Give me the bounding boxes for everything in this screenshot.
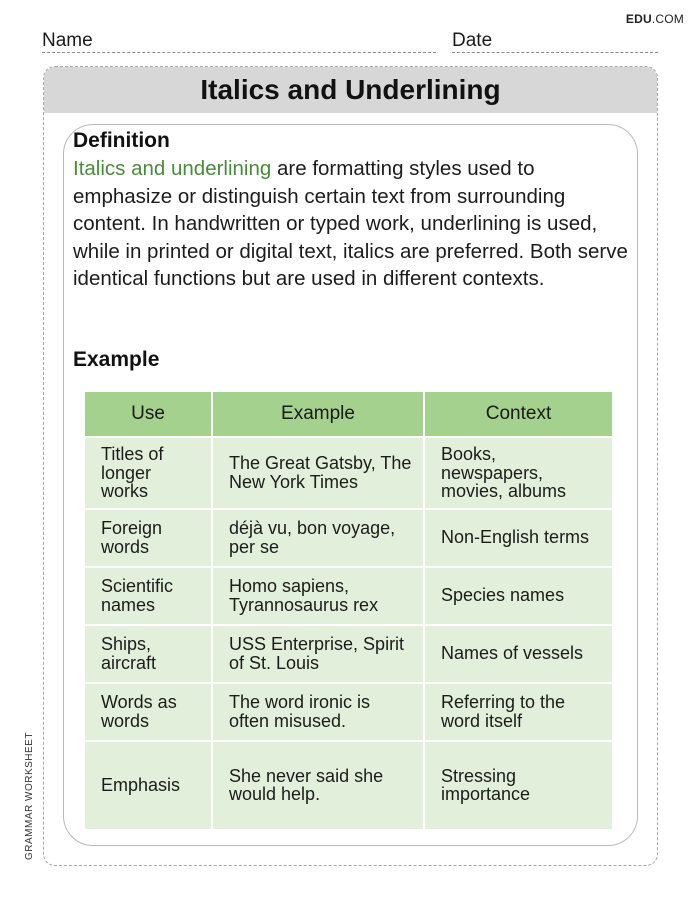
cell-use: Scientific names bbox=[85, 567, 212, 625]
date-field[interactable] bbox=[452, 30, 658, 53]
table-row bbox=[85, 437, 612, 509]
table-row bbox=[85, 567, 612, 625]
logo-suffix: .COM bbox=[651, 12, 684, 26]
table-row bbox=[85, 625, 612, 683]
cell-example: Homo sapiens, Tyrannosaurus rex bbox=[212, 567, 424, 625]
cell-example: She never said she would help. bbox=[212, 741, 424, 830]
definition-term: Italics and underlining bbox=[73, 157, 272, 180]
cell-context: Books, newspapers, movies, albums bbox=[424, 437, 612, 509]
worksheet-type-label: GRAMMAR WORKSHEET bbox=[24, 732, 35, 860]
header-use: Use bbox=[85, 392, 212, 437]
cell-example: The word ironic is often misused. bbox=[212, 683, 424, 741]
cell-use: Foreign words bbox=[85, 509, 212, 567]
definition-heading: Definition bbox=[73, 129, 170, 152]
cell-context: Referring to the word itself bbox=[424, 683, 612, 741]
cell-use: Ships, aircraft bbox=[85, 625, 212, 683]
cell-example: USS Enterprise, Spirit of St. Louis bbox=[212, 625, 424, 683]
cell-example: déjà vu, bon voyage, per se bbox=[212, 509, 424, 567]
table-row bbox=[85, 741, 612, 830]
table-row bbox=[85, 509, 612, 567]
header-example: Example bbox=[212, 392, 424, 437]
table-row bbox=[85, 683, 612, 741]
definition-body: are formatting styles used to emphasize or distinguish certain text from surrounding content. In handwritten or typed work, underlining is used, while in printed or digital text, italics are preferred. Both serve identical functions but are used in different contexts. bbox=[73, 157, 628, 290]
cell-context: Stressing importance bbox=[424, 741, 612, 830]
cell-use: Words as words bbox=[85, 683, 212, 741]
name-field[interactable] bbox=[42, 30, 436, 53]
cell-context: Names of vessels bbox=[424, 625, 612, 683]
cell-context: Non-English terms bbox=[424, 509, 612, 567]
example-heading: Example bbox=[73, 348, 160, 371]
title-bar bbox=[44, 67, 657, 113]
cell-use: Emphasis bbox=[85, 741, 212, 830]
cell-use: Titles of longer works bbox=[85, 437, 212, 509]
definition-text bbox=[73, 155, 638, 293]
table-header-row bbox=[85, 392, 612, 437]
cell-context: Species names bbox=[424, 567, 612, 625]
name-label: Name bbox=[42, 30, 93, 51]
logo-brand: EDU bbox=[625, 12, 652, 26]
edu-logo bbox=[626, 12, 684, 26]
header-context: Context bbox=[424, 392, 612, 437]
examples-table bbox=[85, 392, 612, 831]
page-title: Italics and Underlining bbox=[200, 74, 501, 105]
cell-example: The Great Gatsby, The New York Times bbox=[212, 437, 424, 509]
date-label: Date bbox=[452, 30, 493, 51]
